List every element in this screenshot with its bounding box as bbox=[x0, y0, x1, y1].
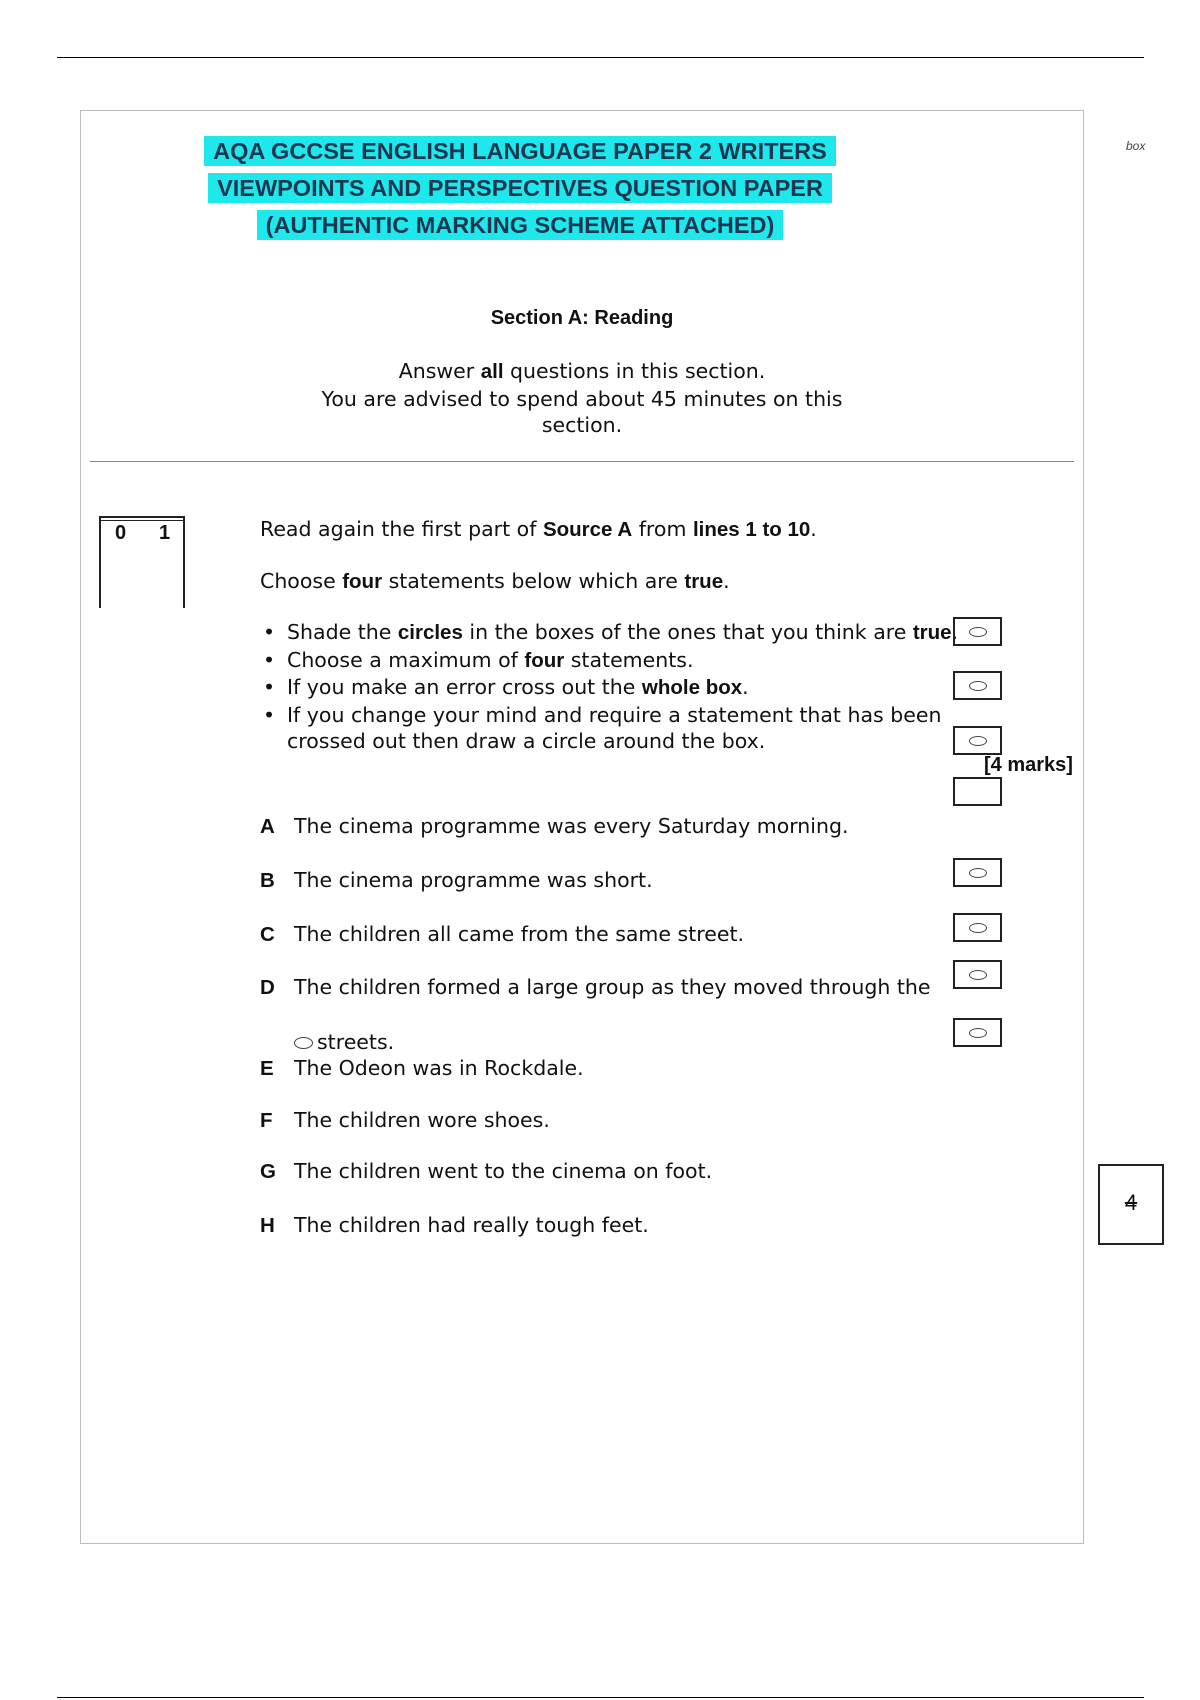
statement-g: G The children went to the cinema on foot. bbox=[260, 1159, 713, 1183]
answer-box[interactable] bbox=[953, 913, 1002, 942]
bullet-item-continuation: crossed out then draw a circle around the box. bbox=[287, 729, 766, 753]
bullet-item: • Choose a maximum of four statements. bbox=[263, 647, 694, 672]
answer-box[interactable] bbox=[953, 617, 1002, 646]
answer-circle-icon[interactable] bbox=[969, 681, 987, 691]
small-circle-icon bbox=[294, 1037, 313, 1049]
answer-box[interactable] bbox=[953, 960, 1002, 989]
question-number-digit: 1 bbox=[159, 522, 171, 544]
answer-box[interactable] bbox=[953, 671, 1002, 700]
marks-label: [4 marks] bbox=[984, 754, 1073, 776]
statement-h: H The children had really tough feet. bbox=[260, 1213, 649, 1237]
question-number-box bbox=[99, 516, 185, 608]
answer-box[interactable] bbox=[953, 777, 1002, 806]
bullet-item: • If you make an error cross out the whole box. bbox=[263, 675, 749, 699]
statement-d: D The children formed a large group as they moved through the bbox=[260, 975, 931, 999]
statement-e: E The Odeon was in Rockdale. bbox=[260, 1056, 584, 1080]
title-line-2: VIEWPOINTS AND PERSPECTIVES QUESTION PAPER bbox=[150, 170, 890, 207]
choose-instruction: Choose four statements below which are true. bbox=[260, 569, 730, 593]
answer-box[interactable] bbox=[953, 1018, 1002, 1047]
page-number-box bbox=[1098, 1164, 1164, 1245]
section-instructions: Answer all questions in this section. You are advised to spend about 45 minutes on this section. bbox=[321, 359, 843, 437]
question-number-digit: 0 bbox=[115, 522, 127, 544]
answer-box[interactable] bbox=[953, 726, 1002, 755]
section-heading: Section A: Reading bbox=[490, 307, 674, 329]
section-divider bbox=[90, 461, 1074, 462]
statement-f: F The children wore shoes. bbox=[260, 1108, 550, 1132]
answer-circle-icon[interactable] bbox=[969, 1028, 987, 1038]
margin-box-label: box bbox=[1126, 139, 1146, 153]
answer-box[interactable] bbox=[953, 858, 1002, 887]
answer-circle-icon[interactable] bbox=[969, 923, 987, 933]
title-line-1: AQA GCCSE ENGLISH LANGUAGE PAPER 2 WRITERS bbox=[150, 133, 890, 170]
answer-circle-icon[interactable] bbox=[969, 736, 987, 746]
answer-circle-icon[interactable] bbox=[969, 627, 987, 637]
statement-b: B The cinema programme was short. bbox=[260, 868, 653, 892]
bullet-item: • Shade the circles in the boxes of the ones that you think are true. bbox=[263, 620, 959, 644]
answer-circle-icon[interactable] bbox=[969, 868, 987, 878]
bullet-item: • If you change your mind and require a statement that has been bbox=[263, 702, 942, 727]
top-rule bbox=[57, 57, 1144, 58]
instruction-bullets bbox=[260, 619, 1020, 755]
read-again-instruction: Read again the first part of Source A from lines 1 to 10. bbox=[260, 517, 817, 541]
document-title bbox=[150, 133, 890, 244]
page-number: 4 bbox=[1124, 1190, 1138, 1215]
title-line-3: (AUTHENTIC MARKING SCHEME ATTACHED) bbox=[150, 207, 890, 244]
answer-circle-icon[interactable] bbox=[969, 970, 987, 980]
statement-c: C The children all came from the same street. bbox=[260, 922, 745, 946]
bottom-rule bbox=[57, 1697, 1144, 1698]
statement-a: A The cinema programme was every Saturday morning. bbox=[260, 814, 849, 838]
statement-d-continuation: streets. bbox=[294, 1030, 394, 1054]
